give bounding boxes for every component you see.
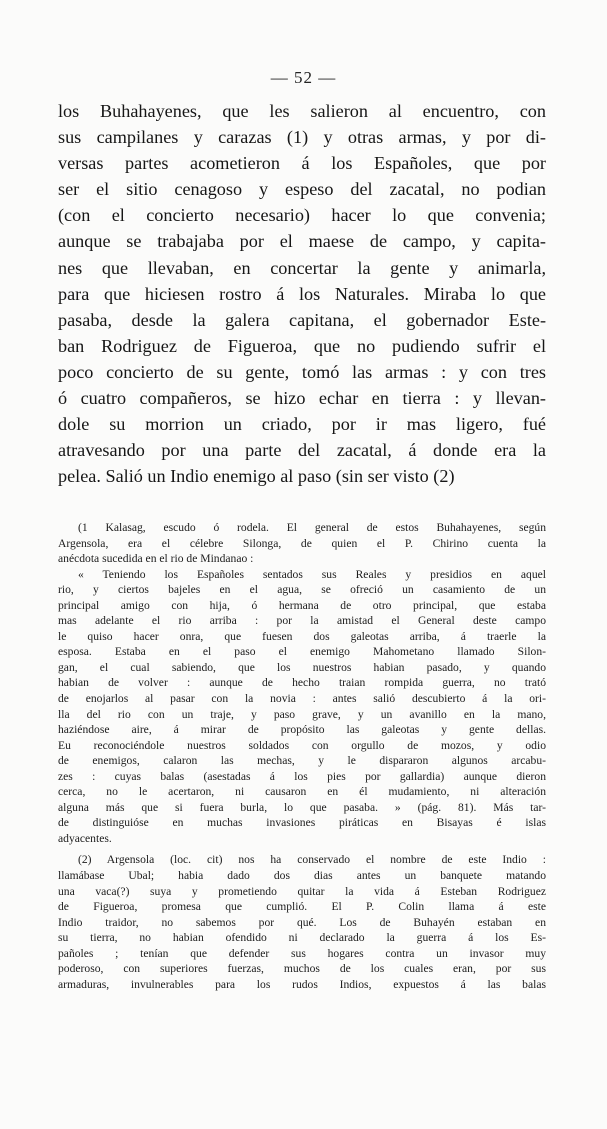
footnote-line: gan, el cual sabiendo, que los nuestros habian pasado, y quando — [58, 660, 546, 674]
footnote-line: cerca, no le acertaron, ni causaron en él mudamiento, ni alteración — [58, 785, 546, 799]
footnote-2 — [58, 852, 546, 992]
footnote-line: llamábase Ubal; habia dado dos dias antes un banquete matando — [58, 869, 546, 883]
footnote-line: su tierra, no habian ofendido ni declarado la guerra á los Es- — [58, 931, 546, 945]
body-line: versas partes acometieron á los Españoles, que por — [58, 153, 546, 174]
footnote-line: alguna más que si fuera burla, lo que pasaba. » (pág. 81). Más tar- — [58, 800, 546, 814]
footnote-line: esposa. Estaba en el paso el enemigo Mahometano llamado Silon- — [58, 645, 546, 659]
body-line: atravesando por una parte del zacatal, á donde era la — [58, 440, 546, 461]
footnote-line: de Figueroa, promesa que cumplió. El P. Colin llama á este — [58, 900, 546, 914]
body-line: sus campilanes y carazas (1) y otras armas, y por di- — [58, 127, 546, 148]
footnote-line: poderoso, con superiores fuerzas, muchos de los cuales eran, por sus — [58, 962, 546, 976]
footnote-line: « Teniendo los Españoles sentados sus Reales y presidios en aquel — [78, 567, 546, 581]
footnote-line: le quiso hacer onra, que fuesen dos galeotas arriba, á traerle la — [58, 629, 546, 643]
footnotes — [58, 520, 546, 992]
footnote-line: de distinguióse en muchas invasiones piráticas en Bisayas é islas — [58, 816, 546, 830]
body-paragraph — [58, 98, 546, 489]
body-line: ó cuatro compañeros, se hizo echar en tierra : y llevan- — [58, 388, 546, 409]
body-line: poco concierto de su gente, tomó las armas : y con tres — [58, 361, 546, 382]
body-line: ser el sitio cenagoso y espeso del zacatal, no podian — [58, 179, 546, 200]
footnote-line: Indio traidor, no sabemos por qué. Los de Buhayén estaban en — [58, 915, 546, 929]
footnote-line: zes : cuyas balas (asestadas á los pies por gallardia) aunque dieron — [58, 769, 546, 783]
footnote-line: (2) Argensola (loc. cit) nos ha conservado el nombre de este Indio : — [78, 853, 546, 867]
footnote-line: lla del rio con un traje, y paso grave, y un avanillo en la mano, — [58, 707, 546, 721]
footnote-line: de enojarlos al pasar con la novia : antes salió descubierto á la ori- — [58, 692, 546, 706]
body-line: para que hiciesen rostro á los Naturales. Miraba lo que — [58, 283, 546, 304]
page-number: — 52 — — [270, 68, 337, 87]
body-line: ban Rodriguez de Figueroa, que no pudiendo sufrir el — [58, 335, 546, 356]
footnote-line: anécdota sucedida en el rio de Mindanao : — [58, 552, 254, 566]
footnote-line: principal amigo con hija, ó hermana de otro principal, que estaba — [58, 598, 546, 612]
footnote-line: de enemigos, calaron las mechas, y le dispararon algunos arcabu- — [58, 754, 546, 768]
footnote-line: (1 Kalasag, escudo ó rodela. El general de estos Buhahayenes, según — [78, 521, 546, 534]
footnote-line: haziéndose aire, á mirar de propósito las galeotas y gente dellas. — [58, 723, 546, 737]
footnote-line: pañoles ; tenían que defender sus hogares contra un invasor muy — [58, 946, 546, 960]
body-line: pasaba, desde la galera capitana, el gobernador Este- — [58, 309, 546, 330]
footnote-line: rio, y ciertos bajeles en el agua, se ofreció un casamiento de un — [58, 583, 546, 597]
footnote-line: adyacentes. — [58, 831, 112, 845]
body-line: (con el concierto necesario) hacer lo que convenia; — [58, 205, 546, 226]
footnote-line: Argensola, era el célebre Silonga, de quien el P. Chirino cuenta la — [58, 536, 546, 550]
footnote-line: Eu reconociéndole nuestros soldados con orgullo de mozos, y odio — [58, 738, 546, 752]
footnote-line: una vaca(?) suya y prometiendo quitar la vida á Esteban Rodriguez — [58, 884, 546, 898]
footnote-1 — [58, 520, 546, 846]
footnote-line: mas adelante el rio arriba : por la amistad el General deste campo — [58, 614, 546, 628]
body-line: aunque se trabajaba por el maese de campo, y capita- — [58, 231, 546, 252]
body-line: dole su morrion un criado, por ir mas ligero, fué — [58, 414, 546, 435]
body-line: pelea. Salió un Indio enemigo al paso (sin ser visto (2) — [58, 466, 455, 487]
body-line: los Buhahayenes, que les salieron al encuentro, con — [58, 101, 546, 121]
footnote-line: armaduras, invulnerables para los rudos Indios, expuestos á las balas — [58, 977, 546, 991]
footnote-line: habian de volver : aunque de hecho traian rompida guerra, no trató — [58, 676, 546, 690]
body-line: nes que llevaban, en concertar la gente y animarla, — [58, 257, 546, 278]
